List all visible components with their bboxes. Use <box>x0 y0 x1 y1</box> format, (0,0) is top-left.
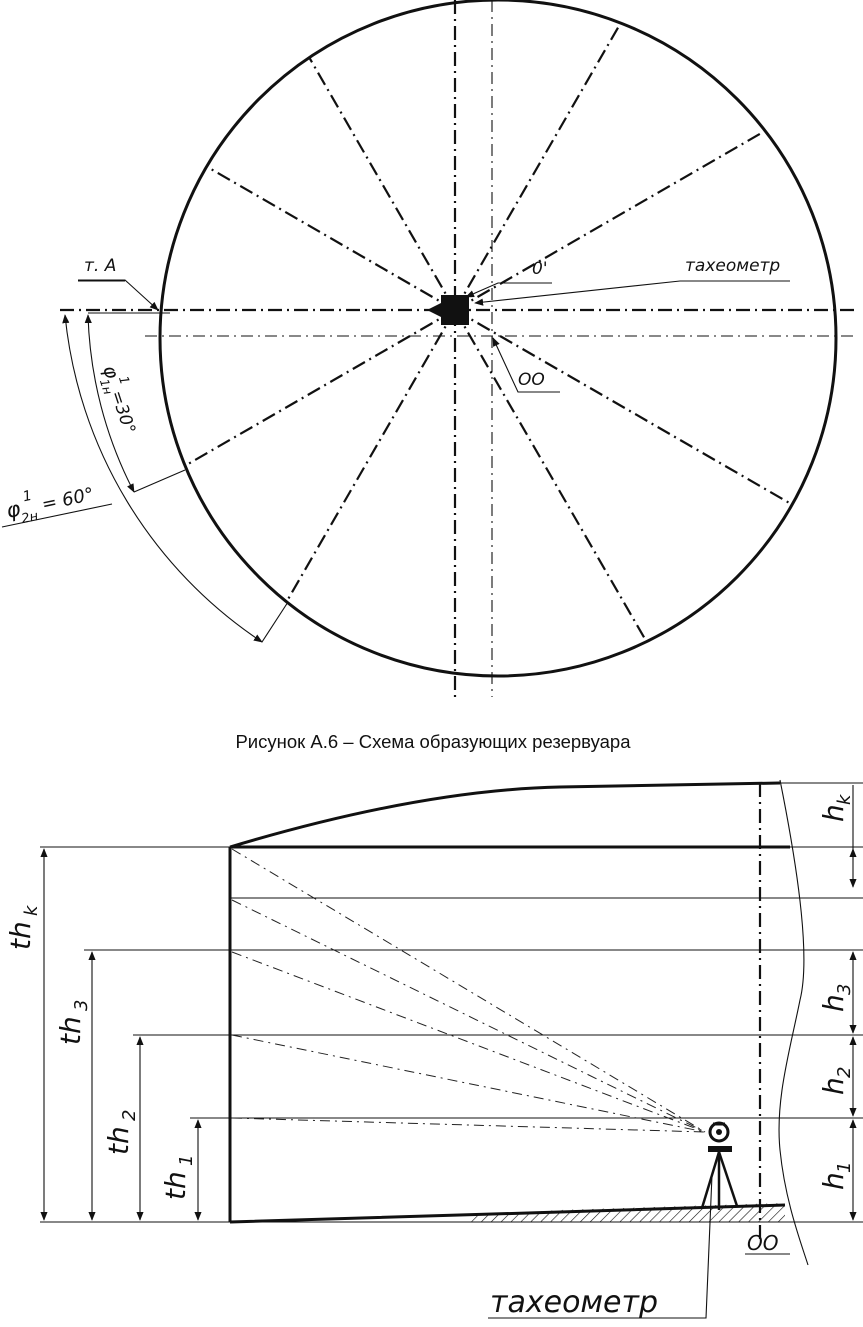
figure-caption: Рисунок А.6 – Схема образующих резервуара <box>235 731 631 752</box>
label-h-3-main: h <box>817 994 850 1012</box>
roof-curve <box>230 783 780 847</box>
phi2-label <box>3 475 97 530</box>
label-th-1-main: th <box>159 1171 192 1200</box>
label-th-2-main: th <box>102 1126 135 1155</box>
sight-line-1 <box>232 1118 705 1132</box>
tank-section-diagram <box>4 780 863 1320</box>
label-h-2 <box>817 1067 855 1095</box>
label-h-3 <box>817 984 855 1012</box>
label-h-1-main: h <box>817 1172 850 1190</box>
generatrix-line-210 <box>185 310 455 466</box>
tank-plan-diagram <box>2 0 858 697</box>
label-h-1-sub: 1 <box>834 1161 855 1173</box>
phi2-symbol: φ <box>4 496 23 523</box>
label-th-1 <box>159 1155 197 1200</box>
label-th-2-sub: 2 <box>119 1109 140 1121</box>
instrument-label-top: тахеометр <box>685 256 781 276</box>
instrument-label-bottom: тахеометр <box>490 1285 659 1320</box>
angle-30-extension <box>134 470 185 492</box>
zero-point-leader <box>466 283 552 297</box>
phi1-subscript: 1н <box>96 377 115 397</box>
phi2-superscript: 1 <box>21 487 34 506</box>
generatrix-line-120 <box>309 58 455 310</box>
instrument-leader <box>475 281 790 303</box>
label-h-k-sub: k <box>834 794 855 805</box>
label-h-k-main: h <box>817 804 850 822</box>
phi1-superscript: 1 <box>114 374 132 387</box>
angle-arc-60 <box>65 315 262 642</box>
sight-lines <box>232 849 705 1132</box>
axis-oo-label-top: ОО <box>518 370 545 390</box>
label-th-3 <box>54 1000 92 1045</box>
generatrix-line-240 <box>287 310 455 602</box>
phi2-subscript: 2н <box>20 508 40 528</box>
label-th-3-main: th <box>54 1016 87 1045</box>
sight-line-shelf <box>232 900 705 1132</box>
phi1-label <box>93 361 146 438</box>
angle-60-extension <box>262 602 288 642</box>
label-h-2-sub: 2 <box>834 1066 855 1078</box>
label-h-k <box>817 793 855 822</box>
generatrix-line-330 <box>455 310 792 505</box>
label-th-k-sub: k <box>21 905 42 916</box>
tank-wall-circle <box>160 0 836 676</box>
phi1-value: =30° <box>106 388 140 437</box>
point-a-leader <box>78 280 158 310</box>
phi2-value: = 60° <box>39 483 96 516</box>
label-h-2-main: h <box>817 1077 850 1095</box>
label-h-1 <box>817 1162 855 1190</box>
sight-line-3 <box>232 952 705 1132</box>
label-th-3-sub: 3 <box>71 999 92 1011</box>
generatrix-lines <box>185 23 792 642</box>
total-station-icon <box>702 1123 737 1210</box>
label-th-k <box>4 904 42 950</box>
label-th-1-sub: 1 <box>176 1154 197 1166</box>
point-a-label: т. А <box>84 256 117 276</box>
generatrix-line-150 <box>207 167 455 310</box>
instrument-symbol <box>427 295 469 325</box>
label-th-k-main: th <box>4 921 37 950</box>
axis-oo-label-bottom: ОО <box>747 1231 779 1255</box>
generatrix-line-300 <box>455 310 647 642</box>
label-th-2 <box>102 1110 140 1155</box>
zero-point-label: 0' <box>532 259 548 279</box>
break-line <box>779 780 808 1265</box>
label-h-3-sub: 3 <box>834 983 855 995</box>
sight-line-k <box>232 849 705 1132</box>
phi1-symbol: φ <box>98 362 124 382</box>
